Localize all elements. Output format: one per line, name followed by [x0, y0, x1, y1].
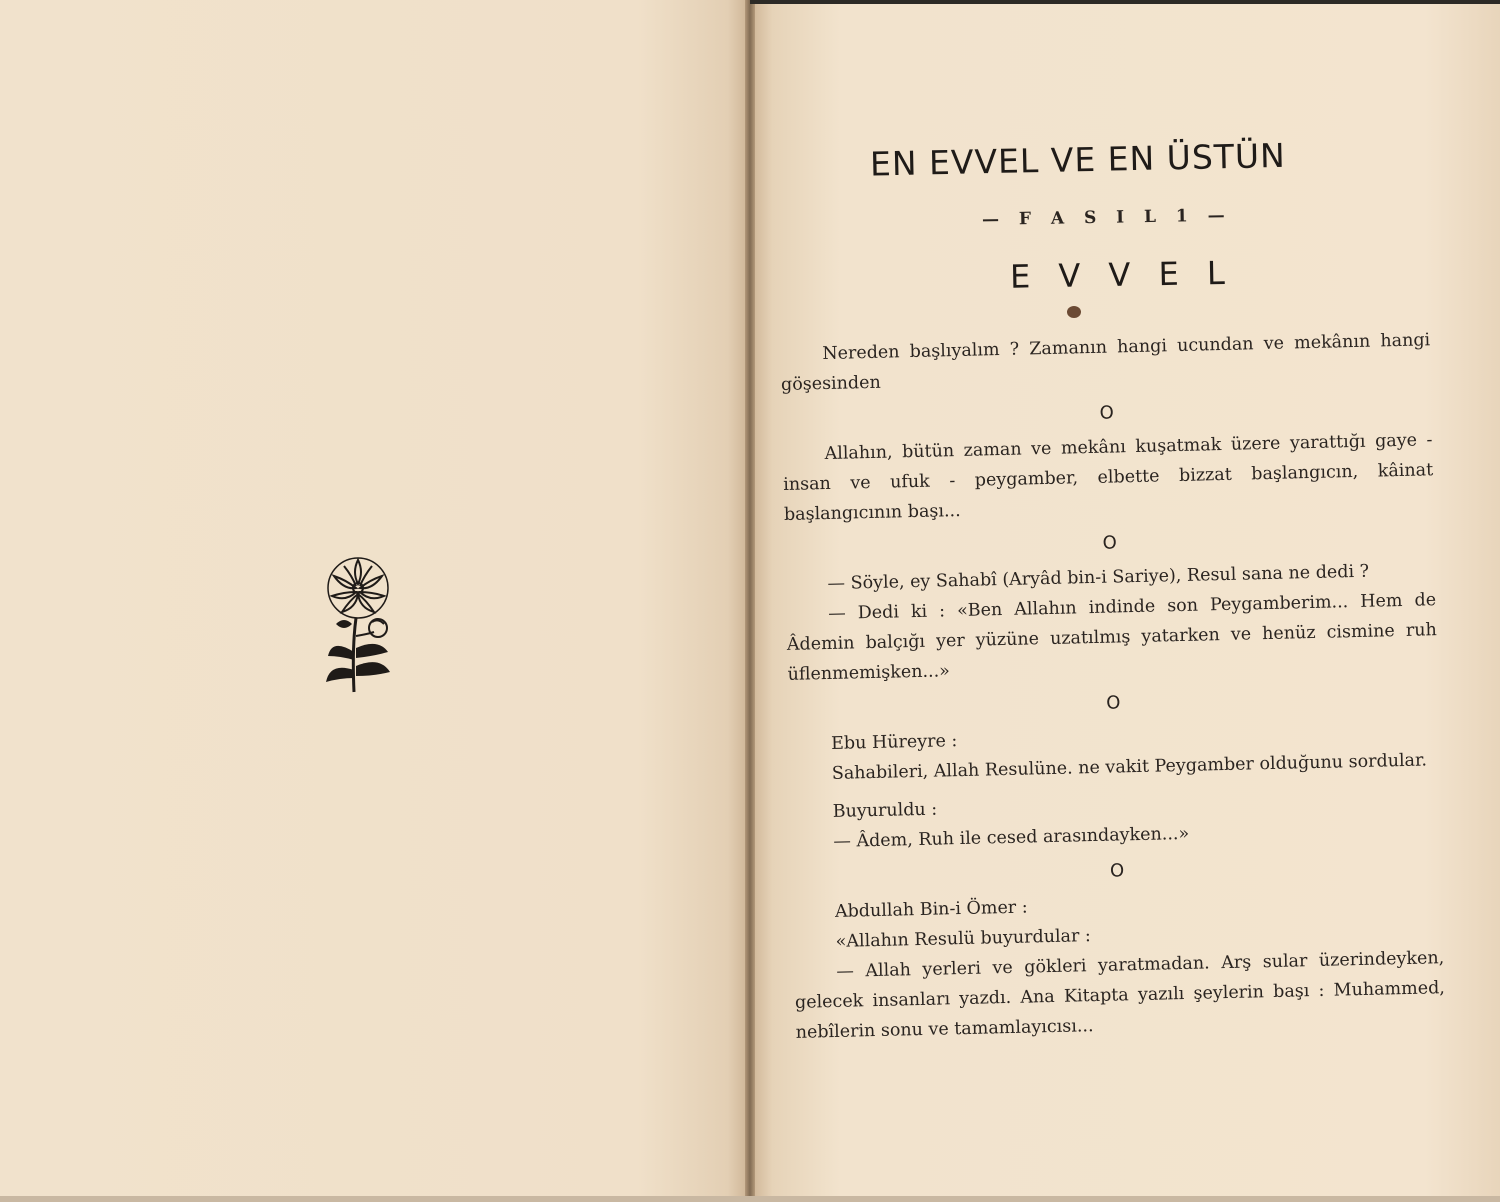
paragraph: Ebu Hüreyre : — [830, 731, 958, 754]
paragraph: — Dedi ki : «Ben Allahın indinde son Peygamberim... Hem de Âdemin balçığı yer yüzüne uzatılmış yatarken ve henüz cismine ruh üflenmemişken...» — [786, 590, 1437, 685]
chapter-number: — F A S I L 1 — — [981, 205, 1232, 230]
paragraph: — Allah yerleri ve gökleri yaratmadan. Arş sular üzerindeyken, gelecek insanları yazdı. Ana Kitapta yazılı şeylerin başı : Muhammed, nebîlerin sonu ve tamamlayıcısı... — [794, 948, 1446, 1043]
section-separator: O — [1105, 692, 1121, 714]
paragraph: — Söyle, ey Sahabî (Aryâd bin-i Sariye), Resul sana ne dedi ? — [827, 561, 1370, 594]
paragraph: Nereden başlıyalım ? Zamanın hangi ucundan ve mekânın hangi göşesinden — [780, 330, 1431, 395]
paragraph: Buyuruldu : — [832, 799, 938, 822]
body-text — [780, 325, 1446, 1048]
paragraph: Abdullah Bin-i Ömer : — [834, 897, 1028, 922]
section-title: E V V E L — [1009, 253, 1235, 296]
book-gutter — [745, 0, 755, 1202]
paragraph: Allahın, bütün zaman ve mekânı kuşatmak üzere yarattığı gaye - insan ve ufuk - peygamber, elbette bizzat başlangıcın, kâinat başlangıcının başı... — [783, 430, 1434, 525]
page-top-edge — [750, 0, 1500, 4]
paragraph: — Âdem, Ruh ile cesed arasındayken...» — [833, 823, 1190, 852]
page-bottom-edge — [0, 1196, 1500, 1202]
paragraph: «Allahın Resulü buyurdular : — [835, 926, 1092, 952]
flower-ornament-icon — [322, 552, 394, 694]
section-separator: O — [1109, 860, 1125, 882]
ornament-dot — [1067, 306, 1081, 318]
chapter-title: EN EVVEL VE EN ÜSTÜN — [869, 135, 1287, 184]
paragraph: Sahabileri, Allah Resulüne. ne vakit Peygamber olduğunu sordular. — [831, 750, 1428, 784]
section-separator: O — [1102, 532, 1118, 554]
section-separator: O — [1099, 402, 1115, 424]
